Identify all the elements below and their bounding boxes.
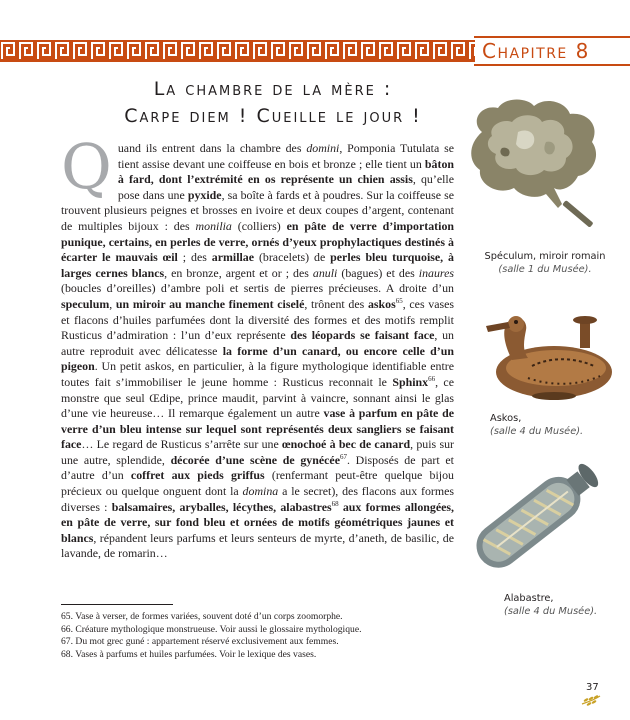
- speculum-caption-title: Spéculum, miroir romain: [484, 251, 606, 262]
- paragraph: uand ils entrent dans la chambre des domini, Pomponia Tutulata se tient assise devant une coiffeuse en bois et bronze ; elle tient un bâton à fard, dont l’extrémité en os représente un chien assis, qu’elle pose dans une pyxide, sa boîte à fards et à poudres. Sur la coiffeuse se trouvent plusieurs peignes et brosses en ivoire et deux coupes d’argent, contenant de multiples bijoux : des monilia (colliers) en pâte de verre d’importation punique, certains, en perles de verre, ornés d’yeux prophylactiques destinés à écarter le mauvais œil ; des armillae (bracelets) de perles bleu turquoise, à larges cernes blancs, en bronze, argent et or ; des anuli (bagues) et des inaures (boucles d’oreilles) d’ambre poli et sertis de pierres précieuses. A droite d’un speculum, un miroir au manche finement ciselé, trônent des askos$^{65}$, ces vases et flacons d’huiles parfumées dont la diversité des formes et des motifs remplit Rusticus d’admiration : l’un d’eux représente des léopards se faisant face, un autre reproduit avec délicatesse la forme d’un canard, ou encore celle d’un pigeon. Un petit askos, en particulier, à la figure mythologique identifiable entre toutes fait s’immobiliser le jeune homme : Rusticus reconnait le Sphinx$^{66}$, ce monstre que seul Œdipe, prince maudit, parvint à vaincre, sonnant ainsi le glas d’une vie heureuse… Il remarque également un autre vase à parfum en pâte de verre d’un bleu intense sur lequel sont représentés deux sangliers se faisant face… Le regard de Rusticus s’arrête sur une œnochoé à bec de canard, puis sur une autre, splendide, décorée d’une scène de gynécée$^{67}$. Disposés de part et d’autre d’un coffret aux pieds griffus (renfermant peut-être quelque bijou précieux ou quelque onguent dont la domina a le secret), des flacons aux formes diverses : balsamaires, aryballes, lécythes, alabastres$^{68}$ aux formes allongées, en pâte de verre, sur fond bleu et ornées de motifs géométriques jaunes et blancs, répandent leurs parfums et leurs senteurs de myrte, d’aneth, de basilic, de lavande, de romarin…: [61, 141, 455, 561]
- footnote-65: 65. Vase à verser, de formes variées, souvent doté d’un corps zoomorphe.: [61, 611, 343, 622]
- footnote-ref: 66: [428, 374, 436, 383]
- footnotes: [61, 611, 454, 661]
- alabastre-caption-title: Alabastre,: [504, 593, 554, 604]
- footnote-66: 66. Créature mythologique monstrueuse. Voir aussi le glossaire mythologique.: [61, 623, 362, 635]
- greek-key-band: [0, 38, 475, 64]
- footnote-ref: 68: [331, 499, 339, 508]
- footnote-rule: [61, 604, 173, 605]
- footnote-ref: 67: [339, 452, 347, 461]
- askos-caption-location: (salle 4 du Musée).: [490, 426, 584, 437]
- askos-caption: [490, 412, 610, 438]
- drop-cap: Q: [61, 130, 112, 203]
- laurel-icon: [580, 694, 602, 706]
- chapter-label: Chapitre 8: [474, 36, 630, 66]
- askos-duck-vase-image: [472, 300, 622, 410]
- alabastre-vase-image: [448, 445, 618, 595]
- speculum-caption-location: (salle 1 du Musée).: [498, 264, 592, 275]
- footnote-68: 68. Vases à parfums et huiles parfumées. Voir le lexique des vases.: [61, 648, 317, 660]
- page-title: [108, 76, 438, 130]
- title-line-1: La chambre de la mère :: [153, 78, 393, 100]
- title-line-2: Carpe diem ! Cueille le jour !: [124, 105, 422, 127]
- footnote-67: 67. Du mot grec guné : appartement réservé exclusivement aux femmes.: [61, 636, 339, 648]
- alabastre-caption-location: (salle 4 du Musée).: [504, 606, 598, 617]
- main-text: [61, 130, 455, 562]
- alabastre-caption: [504, 592, 624, 618]
- speculum-mirror-image: [462, 92, 612, 242]
- askos-caption-title: Askos,: [490, 413, 522, 424]
- speculum-caption: [470, 250, 620, 276]
- page-number: 37: [586, 682, 599, 693]
- footnote-ref: 65: [395, 296, 403, 305]
- greek-key-pattern: [0, 38, 475, 64]
